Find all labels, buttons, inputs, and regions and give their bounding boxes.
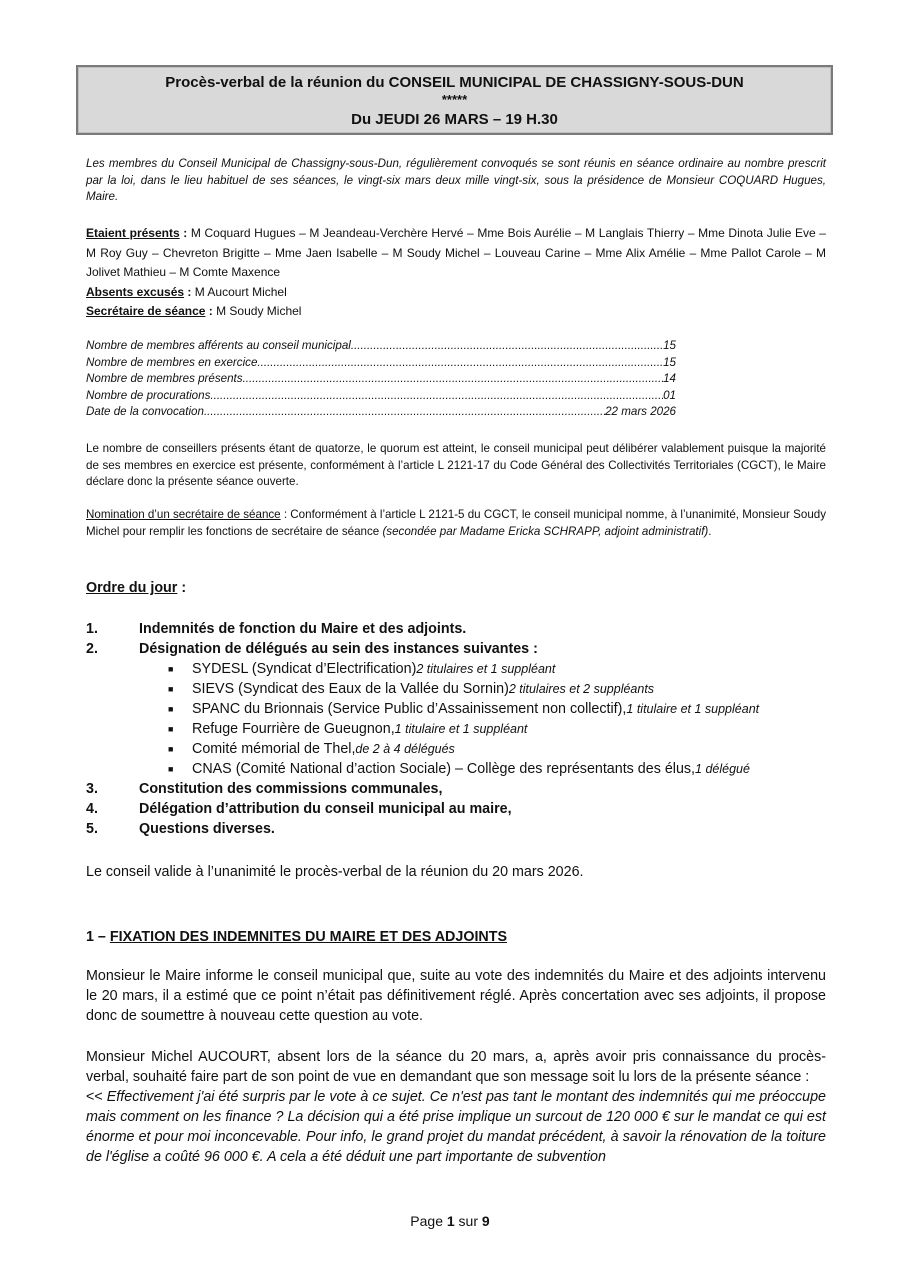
- stat-row: Nombre de membres présents ..... 14: [86, 371, 676, 388]
- nomination-paragraph: Nomination d’un secrétaire de séance : Conformément à l’article L 2121-5 du CGCT, le conseil municipal nomme, à l’unanimité, Monsieur Soudy Michel pour remplir les fonctions de secrétaire de séance (secondée par Madame Ericka SCHRAPP, adjoint administratif).: [86, 508, 827, 538]
- title-box: [76, 65, 833, 135]
- bullet-icon: ■: [168, 684, 174, 694]
- nomination-label: Nomination d’un secrétaire de séance: [86, 508, 281, 521]
- secretary-label: Secrétaire de séance: [86, 304, 206, 318]
- intro-paragraph: Les membres du Conseil Municipal de Chassigny-sous-Dun, régulièrement convoqués se sont réunis en séance ordinaire au nombre prescrit par la loi, dans le lieu habituel de ses séances, le vingt-six mars deux mille vingt-six, sous la présidence de Monsieur COQUARD Hugues, Maire.: [86, 157, 826, 203]
- absent-list: M Aucourt Michel: [194, 285, 287, 299]
- absent-sep: :: [184, 285, 195, 299]
- bullet-icon: ■: [168, 744, 174, 754]
- document-title: Procès-verbal de la réunion du CONSEIL MUNICIPAL DE CHASSIGNY-SOUS-DUN: [165, 74, 744, 91]
- agenda-heading: Ordre du jour :: [86, 580, 187, 596]
- present-list: M Coquard Hugues – M Jeandeau-Verchère Hervé – Mme Bois Aurélie – M Langlais Thierry – Mme Dinota Julie Eve – M Roy Guy – Chevreton Brigitte – Mme Jaen Isabelle – M Soudy Michel – Louveau Carine – Mme Alix Amélie – Mme Pallot Carole – M Jolivet Mathieu – M Comte Maxence: [86, 226, 826, 279]
- stat-row: Nombre de membres en exercice ..... 15: [86, 355, 676, 372]
- validation-paragraph: Le conseil valide à l’unanimité le procès-verbal de la réunion du 20 mars 2026.: [86, 864, 584, 880]
- section-1-heading: 1 – FIXATION DES INDEMNITES DU MAIRE ET DES ADJOINTS: [86, 929, 508, 945]
- agenda-subitem: ■ Comité mémorial de Thel, de 2 à 4 délégués: [168, 741, 455, 757]
- section-1-paragraph-2: Monsieur Michel AUCOURT, absent lors de la séance du 20 mars, a, après avoir pris connaissance du procès-verbal, souhaité faire part de son point de vue en demandant que son message soit lu lors de la présente séance : << Effectivement j'ai été surpris par le vote à ce sujet. Ce n'est pas tant le montant des indemnités qui me préoccupe mais comment on les finance ? La décision qui a été prise implique un surcout de 120 000 € sur le mandat ce qui est énorme et pour moi inconcevable. Pour info, le grand projet du mandat précédent, à savoir la rénovation de la toiture de l'église a coûté 96 000 €. A cela a été déduit une part importante de subvention: [86, 1049, 826, 1165]
- agenda-subitem: ■ SYDESL (Syndicat d’Electrification) 2 titulaires et 1 suppléant: [168, 661, 556, 677]
- member-stats: [86, 338, 826, 421]
- present-members: [86, 224, 826, 283]
- stat-row: Nombre de membres afférents au conseil municipal ..... 15: [86, 338, 676, 355]
- bullet-icon: ■: [168, 664, 174, 674]
- agenda-subitem: ■ SIEVS (Syndicat des Eaux de la Vallée du Sornin) 2 titulaires et 2 suppléants: [168, 681, 655, 697]
- present-label: Etaient présents: [86, 226, 180, 240]
- agenda-item: 4. Délégation d’attribution du conseil municipal au maire,: [86, 801, 512, 817]
- stat-row: Date de la convocation ..... 22 mars 2026: [86, 404, 676, 421]
- quoted-message: Effectivement j'ai été surpris par le vote à ce sujet. Ce n'est pas tant le montant des indemnités qui me préoccupe mais comment on les finance ? La décision qui a été prise implique un surcout de 120 000 € sur le mandat ce qui est énorme et pour moi inconcevable. Pour info, le grand projet du mandat précédent, à savoir la rénovation de la toiture de l'église a coûté 96 000 €. A cela a été déduit une part importante de subvention: [86, 1089, 826, 1165]
- secretary-sep: :: [205, 304, 217, 318]
- agenda-item: 3. Constitution des commissions communales,: [86, 781, 443, 797]
- bullet-icon: ■: [168, 764, 174, 774]
- total-pages: 9: [481, 1213, 490, 1229]
- bullet-icon: ■: [168, 704, 174, 714]
- quorum-paragraph: Le nombre de conseillers présents étant de quatorze, le quorum est atteint, le conseil municipal peut délibérer valablement puisque la majorité de ses membres en exercice est présente, conformément à l’article L 2121-17 du Code Général des Collectivités Territoriales (CGCT), le Maire déclare donc la présente séance ouverte.: [86, 442, 826, 488]
- present-sep: :: [179, 226, 191, 240]
- meeting-date: Du JEUDI 26 MARS – 19 H.30: [351, 111, 558, 128]
- absent-label: Absents excusés: [86, 285, 185, 299]
- title-separator: *****: [441, 92, 468, 107]
- agenda-item: 1. Indemnités de fonction du Maire et des adjoints.: [86, 621, 467, 637]
- agenda-subitem: ■ CNAS (Comité National d’action Sociale) – Collège des représentants des élus, 1 délégué: [168, 761, 750, 777]
- absent-members: [86, 283, 826, 303]
- current-page: 1: [446, 1213, 455, 1229]
- section-1-paragraph-1: Monsieur le Maire informe le conseil municipal que, suite au vote des indemnités du Maire et des adjoints intervenu le 20 mars, il a estimé que ce point n’était pas définitivement réglé. Après concertation avec ses adjoints, il propose donc de soumettre à nouveau cette question au vote.: [86, 968, 826, 1024]
- secretary-name: M Soudy Michel: [216, 304, 302, 318]
- agenda-subitem: ■ SPANC du Brionnais (Service Public d’Assainissement non collectif), 1 titulaire et 1 suppléant: [168, 701, 760, 717]
- agenda-subitem: ■ Refuge Fourrière de Gueugnon, 1 titulaire et 1 suppléant: [168, 721, 528, 737]
- agenda-list: [86, 619, 826, 839]
- agenda-item: 5. Questions diverses.: [86, 821, 275, 837]
- bullet-icon: ■: [168, 724, 174, 734]
- secretary: [86, 302, 826, 322]
- agenda-item: 2. Désignation de délégués au sein des instances suivantes :: [86, 641, 538, 657]
- stat-row: Nombre de procurations ..... 01: [86, 388, 676, 405]
- page-footer: Page 1 sur 9: [410, 1213, 490, 1229]
